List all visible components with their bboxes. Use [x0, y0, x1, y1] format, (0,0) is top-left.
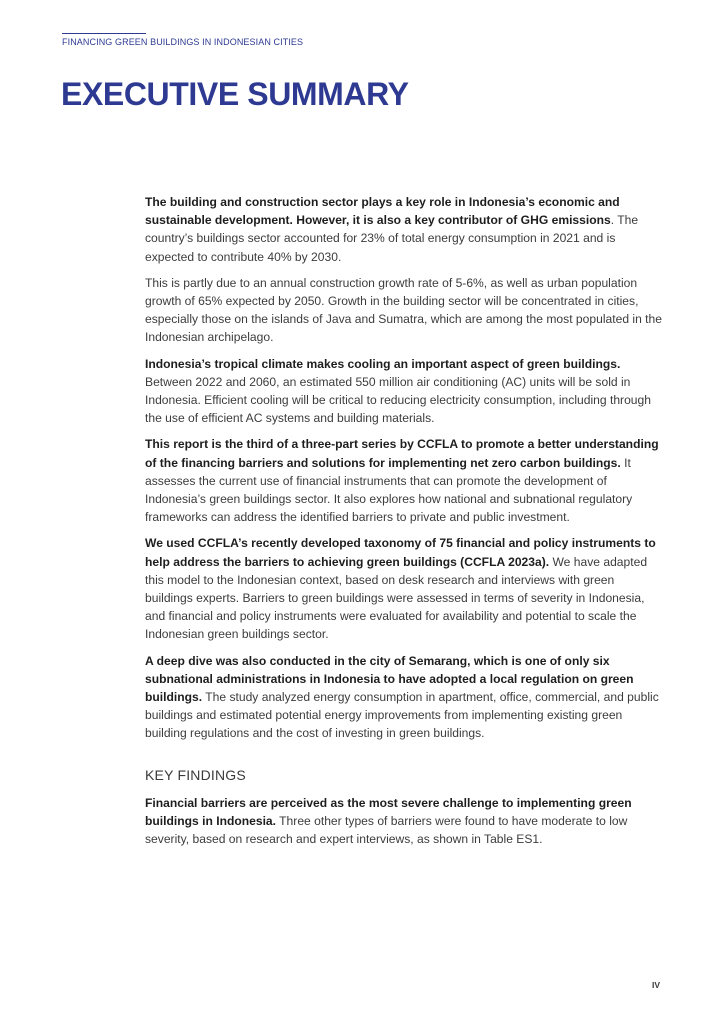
paragraph-lead: Financial barriers are perceived as the most severe challenge to implementing green buildings in Indonesia.: [145, 795, 632, 828]
paragraph-text: . The country’s buildings sector accounted for 23% of total energy consumption in 2021 and is expected to contribute 40% by 2030.: [145, 213, 639, 264]
paragraph-text: Three other types of barriers were found to have moderate to low severity, based on research and expert interviews, as shown in Table ES1.: [145, 813, 628, 847]
body-column: [145, 193, 665, 856]
paragraph-text: Between 2022 and 2060, an estimated 550 million air conditioning (AC) units will be sold in Indonesia. Efficient cooling will be critical to reducing electricity consumption, including through the use of efficient AC systems and building materials.: [145, 374, 651, 426]
key-findings-heading: KEY FINDINGS: [145, 766, 246, 783]
paragraph-lead: The building and construction sector plays a key role in Indonesia’s economic and sustainable development. However, it is also a key contributor of GHG emissions: [145, 195, 620, 228]
paragraph: [145, 355, 665, 428]
paragraph: [145, 193, 665, 266]
paragraph-lead: A deep dive was also conducted in the city of Semarang, which is one of only six subnational administrations in Indonesia to have adopted a local regulation on green buildings.: [145, 653, 634, 705]
paragraph: [145, 435, 665, 526]
paragraph: [145, 274, 665, 347]
paragraph-text: This is partly due to an annual construction growth rate of 5-6%, as well as urban population growth of 65% expected by 2050. Growth in the building sector will be concentrated in cities, especially those on the islands of Java and Sumatra, which are among the most populated in the Indonesian archipelago.: [145, 275, 662, 345]
page-title: EXECUTIVE SUMMARY: [61, 76, 409, 112]
paragraph-text: It assesses the current use of financial instruments that can promote the development of Indonesia’s green buildings sector. It also explores how national and subnational regulatory frameworks can address the identified barriers to private and public investment.: [145, 455, 633, 525]
paragraph-lead: We used CCFLA’s recently developed taxonomy of 75 financial and policy instruments to help address the barriers to achieving green buildings (CCFLA 2023a).: [145, 536, 656, 569]
page-number: IV: [652, 980, 661, 990]
key-findings-paragraph: [145, 794, 665, 849]
paragraph-text: The study analyzed energy consumption in apartment, office, commercial, and public buildings and estimated potential energy improvements from implementing existing green building regulations and the cost of investing in green buildings.: [145, 690, 659, 741]
header-rule: [62, 33, 146, 34]
paragraph-text: We have adapted this model to the Indonesian context, based on desk research and interviews with green buildings experts. Barriers to green buildings were assessed in terms of severity in Indonesia, and financial and policy instruments were evaluated for availability and potential to scale the Indonesian green buildings sector.: [145, 554, 648, 642]
paragraph-lead: This report is the third of a three-part series by CCFLA to promote a better understanding of the financing barriers and solutions for implementing net zero carbon buildings.: [145, 437, 659, 470]
paragraph: [145, 534, 665, 643]
paragraph-lead: Indonesia’s tropical climate makes cooling an important aspect of green buildings.: [145, 356, 621, 371]
running-header: FINANCING GREEN BUILDINGS IN INDONESIAN CITIES: [62, 37, 304, 47]
paragraph: [145, 652, 665, 743]
